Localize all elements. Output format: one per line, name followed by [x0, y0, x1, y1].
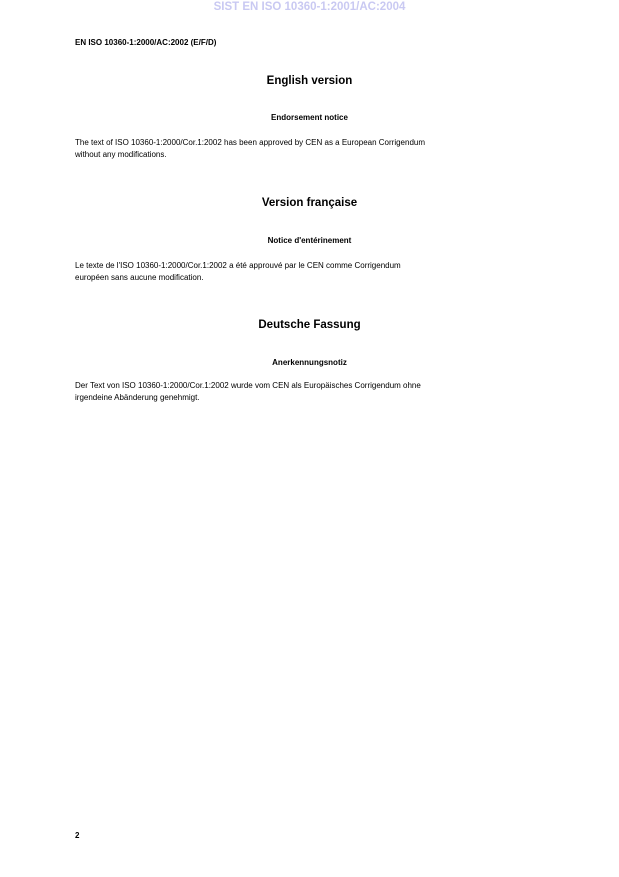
- section-title-french: Version française: [261, 197, 358, 209]
- section-subtitle-german: Anerkennungsnotiz: [272, 358, 347, 367]
- body-line: Der Text von ISO 10360-1:2000/Cor.1:2002 wurde vom CEN als Europäisches Corrigendum ohne: [75, 381, 421, 390]
- section-body-french: [75, 260, 401, 283]
- body-line: Le texte de l'ISO 10360-1:2000/Cor.1:2002 a été approuvé par le CEN comme Corrigendum: [75, 261, 401, 270]
- watermark: SIST EN ISO 10360-1:2001/AC:2004: [213, 1, 406, 13]
- section-subtitle-english: Endorsement notice: [271, 113, 348, 122]
- body-line: irgendeine Abänderung genehmigt.: [75, 392, 200, 402]
- section-title-german: Deutsche Fassung: [258, 319, 361, 331]
- section-title-english: English version: [266, 75, 353, 87]
- section-body-english: [75, 137, 425, 160]
- page-number: 2: [75, 831, 80, 840]
- body-line: without any modifications.: [75, 149, 167, 159]
- body-line: The text of ISO 10360-1:2000/Cor.1:2002 has been approved by CEN as a European Corrigendum: [75, 138, 425, 147]
- document-header: EN ISO 10360-1:2000/AC:2002 (E/F/D): [75, 38, 217, 47]
- section-subtitle-french: Notice d'entérinement: [267, 236, 352, 245]
- body-line: européen sans aucune modification.: [75, 272, 204, 282]
- section-body-german: [75, 380, 421, 403]
